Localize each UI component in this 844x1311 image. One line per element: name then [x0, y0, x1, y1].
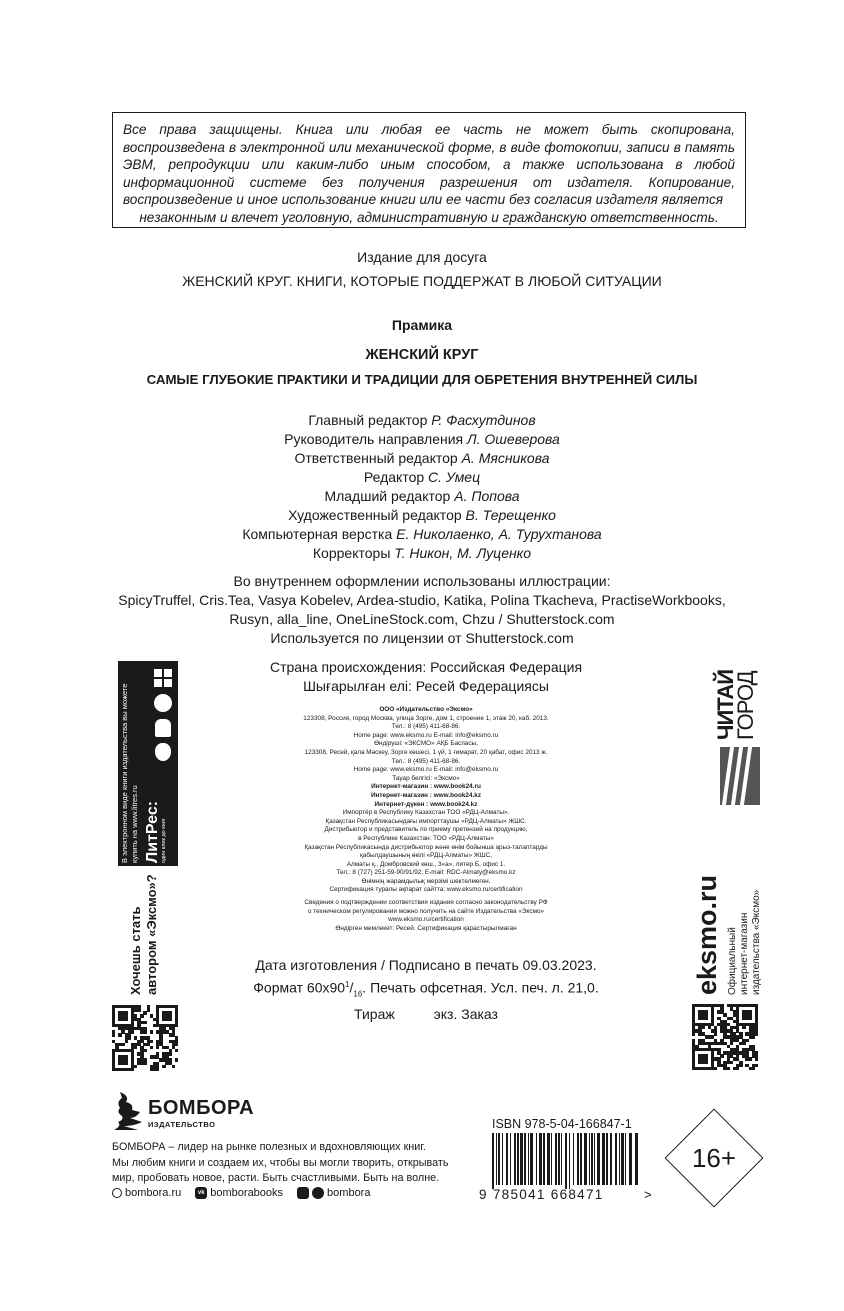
barcode-bar	[610, 1133, 612, 1185]
credits-list	[0, 411, 844, 563]
barcode-bar	[597, 1133, 600, 1185]
publisher-info-line: қабылдаушының өкілі «РДЦ-Алматы» ЖШС,	[360, 852, 492, 860]
barcode-bar	[524, 1133, 526, 1185]
publisher-info-line: 123308, Ресей, қала Мәскеу, Зорге көшесі, 1 үй, 1 ғимарат, 20 қабат, офис 2013 ж.	[304, 748, 548, 756]
qr-module	[147, 1008, 150, 1011]
eksmo-site[interactable]: eksmo.ru	[692, 874, 722, 995]
publisher-info-line: Импортёр в Республику Казахстан ТОО «РДЦ-Алматы».	[342, 809, 510, 817]
litres-text: В электронном виде книги издательства вы можете купить на www.litres.ru	[120, 683, 139, 863]
qr-module	[143, 1021, 146, 1024]
social-links	[112, 1187, 370, 1199]
barcode-bar	[591, 1133, 593, 1185]
publisher-info-line: Тауар белгісі: «Эксмо»	[392, 774, 460, 782]
credit-line: Редактор С. Умец	[363, 469, 481, 485]
bombora-wordmark: БОМБОРА	[148, 1097, 255, 1119]
qr-module	[749, 1057, 752, 1060]
barcode-bar	[584, 1133, 587, 1185]
qr-module	[745, 1039, 748, 1042]
barcode-bar	[543, 1133, 545, 1185]
publisher-info-line: Сертификация туралы ақпарат сайтта: www.eksmo.ru/certification	[329, 886, 523, 894]
qr-module	[742, 1042, 745, 1045]
windows-icon	[154, 669, 172, 687]
barcode-bar	[506, 1133, 508, 1185]
barcode-bar	[625, 1133, 626, 1185]
chitai-gorod-mark	[720, 747, 760, 805]
qr-module	[714, 1032, 717, 1035]
qr-module	[128, 1036, 131, 1039]
qr-module	[121, 1043, 124, 1046]
publisher-info-line: Қазақстан Республикасында дистрибьютор және өнім бойынша арыз-талаптарды	[304, 843, 548, 851]
qr-module	[755, 1032, 758, 1035]
publisher-info-line: в Республике Казахстан: ТОО «РДЦ-Алматы»	[358, 834, 494, 842]
barcode-bar	[589, 1133, 590, 1185]
windows-phone-icon	[154, 694, 172, 712]
barcode-bar	[565, 1133, 567, 1189]
publisher-info-line: Интернет-дүкен : www.book24.kz	[374, 800, 478, 808]
barcode-bar	[615, 1133, 617, 1185]
print-format: Формат $60x90^1/_{16}$. Печать офсетная. Усл. печ. л. 21,0.	[253, 979, 599, 999]
qr-module	[705, 1061, 708, 1064]
social-link-telegram[interactable]: bombora	[297, 1187, 370, 1199]
apple-icon	[155, 743, 171, 761]
publisher-info-line: Қазақстан Республикасындағы импорттаушы «РДЦ-Алматы» ЖШС.	[325, 817, 527, 825]
illustrations-line: Во внутреннем оформлении использованы иллюстрации:	[233, 573, 611, 589]
publisher-info-line: Интернет-магазин : www.book24.ru	[371, 783, 481, 791]
rights-notice-text: Все права защищены. Книга или любая ее часть не может быть скопирована, воспроизведена в электронной или механической форме, в виде фотокопии, записи в память ЭВМ, репродукции или каким-либо иным способом, а также использована в любой информационной системе без получения разрешения от издателя. Копирование, воспроизведение и иное использование книги или ее части без согласия издателя является	[123, 122, 735, 208]
dzen-icon	[297, 1187, 309, 1199]
origin-ru: Страна происхождения: Российская Федерация	[269, 659, 583, 675]
age-rating-badge	[664, 1108, 764, 1208]
qr-module	[162, 1065, 165, 1068]
barcode-bar	[573, 1133, 574, 1185]
circulation: Тираж экз. Заказ	[354, 1006, 498, 1023]
qr-code-eksmo[interactable]	[692, 1004, 758, 1070]
barcode-bar	[558, 1133, 560, 1185]
qr-module	[727, 1067, 730, 1070]
qr-module	[730, 1042, 733, 1045]
barcode-bar	[517, 1133, 519, 1185]
eksmo-description: Официальный интернет-магазин издательства «Эксмо»	[727, 889, 762, 995]
social-link-site[interactable]: bombora.ru	[112, 1187, 181, 1199]
qr-module	[736, 1067, 739, 1070]
qr-module	[140, 1014, 143, 1017]
illustrations-line: SpicyTruffel, Cris.Tea, Vasya Kobelev, Ardea-studio, Katika, Polina Tkacheva, PractiseWorkbooks,	[118, 592, 726, 608]
qr-module	[150, 1040, 153, 1043]
publisher-info-line: Дистрибьютор и представитель по приему претензий на продукцию,	[324, 826, 528, 834]
qr-module	[175, 1043, 178, 1046]
qr-module	[172, 1065, 175, 1068]
barcode-bar	[528, 1133, 529, 1185]
qr-module	[131, 1068, 134, 1071]
barcode-bar	[510, 1133, 511, 1185]
print-info	[216, 955, 636, 1024]
author-name: Прамика	[391, 317, 453, 333]
qr-module	[131, 1030, 134, 1033]
qr-module	[755, 1064, 758, 1067]
rights-notice-last-line: незаконным и влечет уголовную, административную и гражданскую ответственность.	[139, 209, 719, 225]
publisher-info-line: Алматы қ., Домбровский көш., 3«а», литер Б, офис 1.	[346, 860, 506, 868]
qr-module	[705, 1017, 708, 1020]
edition-type: Издание для досуга	[357, 249, 487, 265]
barcode-bar	[530, 1133, 533, 1185]
bombora-logo	[112, 1090, 255, 1135]
vk-icon: vk	[195, 1187, 207, 1199]
qr-module	[692, 1032, 695, 1035]
barcode-bar	[547, 1133, 550, 1185]
author-call: Хочешь стать автором «Эксмо»?	[128, 874, 159, 995]
publisher-info-line: Home page: www.eksmo.ru E-mail: info@eksmo.ru	[353, 766, 499, 774]
rights-notice-box	[112, 112, 746, 228]
qr-module	[175, 1049, 178, 1052]
barcode-bar	[502, 1133, 503, 1185]
publisher-info-line: ООО «Издательство «Эксмо»	[379, 706, 473, 713]
print-date: Дата изготовления / Подписано в печать 09.03.2023.	[255, 957, 597, 973]
qr-module	[134, 1046, 137, 1049]
series-title: ЖЕНСКИЙ КРУГ. КНИГИ, КОТОРЫЕ ПОДДЕРЖАТ В ЛЮБОЙ СИТУАЦИИ	[182, 273, 662, 289]
barcode-arrow: >	[644, 1187, 652, 1202]
barcode-bar	[496, 1133, 497, 1185]
barcode-bar	[580, 1133, 582, 1185]
origin-kz: Шығарылған елі: Ресей Федерациясы	[303, 678, 549, 694]
qr-module	[169, 1052, 172, 1055]
qr-module	[150, 1046, 153, 1049]
qr-module	[169, 1018, 172, 1021]
bombora-description: БОМБОРА – лидер на рынке полезных и вдохновляющих книг. Мы любим книги и создаем их, чтобы вы могли творить, открывать мир, пробовать новое, расти. Быть счастливыми. Быть на волне.	[112, 1141, 449, 1184]
barcode-bar	[520, 1133, 523, 1185]
illustrations-line: Используется по лицензии от Shutterstock.com	[270, 630, 574, 646]
barcode	[492, 1133, 642, 1185]
qr-module	[730, 1061, 733, 1064]
barcode-bar	[629, 1133, 632, 1185]
barcode-bar	[635, 1133, 638, 1185]
qr-module	[125, 1040, 128, 1043]
barcode-bar	[577, 1133, 579, 1185]
publisher-info-line: Home page: www.eksmo.ru E-mail: info@eksmo.ru	[353, 731, 499, 739]
litres-slogan: один клик до книг	[161, 818, 167, 863]
barcode-bar	[551, 1133, 552, 1185]
barcode-bar	[602, 1133, 605, 1185]
qr-module	[143, 1049, 146, 1052]
publisher-info	[216, 706, 636, 933]
qr-module	[125, 1062, 128, 1065]
qr-module	[143, 1011, 146, 1014]
book-title: ЖЕНСКИЙ КРУГ	[365, 347, 479, 363]
barcode-bar	[606, 1133, 608, 1185]
book-subtitle: САМЫЕ ГЛУБОКИЕ ПРАКТИКИ И ТРАДИЦИИ ДЛЯ ОБРЕТЕНИЯ ВНУТРЕННЕЙ СИЛЫ	[146, 372, 698, 387]
qr-module	[752, 1067, 755, 1070]
litres-logo-block	[144, 743, 168, 863]
qr-module	[137, 1008, 140, 1011]
qr-module	[134, 1065, 137, 1068]
barcode-bar	[539, 1133, 542, 1185]
social-link-vk[interactable]: vk bomborabooks	[195, 1187, 283, 1199]
publisher-info-line: о техническом регулировании можно получить на сайте Издательства «Эксмо»	[307, 907, 545, 915]
qr-module	[175, 1024, 178, 1027]
publisher-info-line: Тел.: 8 (727) 251-59-90/91/92; E-mail: RDC-Almaty@eksmo.kz	[336, 869, 516, 877]
publisher-info-line: Интернет-магазин : www.book24.kz	[370, 791, 482, 799]
barcode-bar	[569, 1133, 570, 1189]
qr-module	[112, 1033, 115, 1036]
credit-line: Младший редактор А. Попова	[324, 488, 520, 504]
qr-module	[125, 1018, 128, 1021]
isbn-number: ISBN 978-5-04-166847-1	[492, 1117, 632, 1131]
publisher-info-line: www.eksmo.ru/certification	[388, 916, 464, 924]
globe-icon	[112, 1188, 122, 1198]
barcode-bar	[536, 1133, 537, 1185]
qr-module	[742, 1026, 745, 1029]
credit-line: Корректоры Т. Никон, М. Луценко	[312, 545, 532, 561]
barcode-digits: 9 785041 668471	[479, 1187, 604, 1202]
barcode-bar	[561, 1133, 562, 1185]
barcode-bar	[498, 1133, 500, 1185]
qr-module	[156, 1068, 159, 1071]
qr-module	[739, 1064, 742, 1067]
qr-code-author[interactable]	[112, 1005, 178, 1071]
publisher-info-line: Тел.: 8 (495) 411-68-86.	[391, 723, 461, 731]
credit-line: Главный редактор Р. Фасхутдинов	[308, 412, 536, 428]
illustrations-credits	[0, 572, 844, 648]
qr-module	[720, 1054, 723, 1057]
age-rating-text: 16+	[691, 1143, 737, 1173]
litres-banner[interactable]	[118, 661, 178, 866]
barcode-bar	[621, 1133, 624, 1185]
publisher-info-line: Сведения о подтверждении соответствия издания согласно законодательству РФ	[304, 899, 548, 907]
credit-line: Художественный редактор В. Терещенко	[288, 507, 556, 523]
publisher-info-line: Өнімнің жарамдылық мерзімі шектелмеген.	[361, 877, 491, 885]
qr-module	[156, 1046, 159, 1049]
barcode-bar	[555, 1133, 557, 1185]
publisher-info-line: Өндірген мемлекет: Ресей. Сертификация қарастырылмаған	[335, 924, 517, 932]
credit-line: Ответственный редактор А. Мясникова	[294, 450, 550, 466]
barcode-bar	[514, 1133, 516, 1185]
qr-module	[755, 1057, 758, 1060]
origin-block	[216, 658, 636, 696]
barcode-bar	[594, 1133, 595, 1185]
bombora-wave-icon	[112, 1090, 146, 1132]
illustrations-line: Rusyn, alla_line, OneLineStock.com, Chzu / Shutterstock.com	[229, 611, 615, 627]
publisher-info-line: Тел.: 8 (495) 411-68-86.	[391, 757, 461, 765]
android-icon	[155, 719, 171, 737]
credit-line: Руководитель направления Л. Ошеверова	[284, 431, 560, 447]
qr-module	[714, 1067, 717, 1070]
qr-module	[749, 1017, 752, 1020]
qr-module	[701, 1026, 704, 1029]
qr-module	[143, 1062, 146, 1065]
barcode-bar	[492, 1133, 494, 1189]
credit-line: Компьютерная верстка Е. Николаенко, А. Турухтанова	[242, 526, 602, 542]
chitai-gorod-text: ЧИТАЙ ГОРОД	[713, 669, 758, 740]
bombora-subtitle: ИЗДАТЕЛЬСТВО	[148, 1120, 216, 1129]
qr-module	[752, 1035, 755, 1038]
publisher-info-line: 123308, Россия, город Москва, улица Зорге, дом 1, строение 1, этаж 20, каб. 2013.	[303, 714, 549, 722]
qr-module	[150, 1030, 153, 1033]
litres-logo: ЛитРес:	[144, 800, 161, 863]
barcode-bar	[619, 1133, 620, 1185]
publisher-info-line: Өндіруші: «ЭКСМО» АҚБ Баспасы,	[374, 740, 478, 748]
chitai-gorod-logo	[713, 642, 764, 812]
qr-module	[143, 1030, 146, 1033]
telegram-icon	[312, 1187, 324, 1199]
qr-module	[175, 1058, 178, 1061]
qr-module	[118, 1033, 121, 1036]
